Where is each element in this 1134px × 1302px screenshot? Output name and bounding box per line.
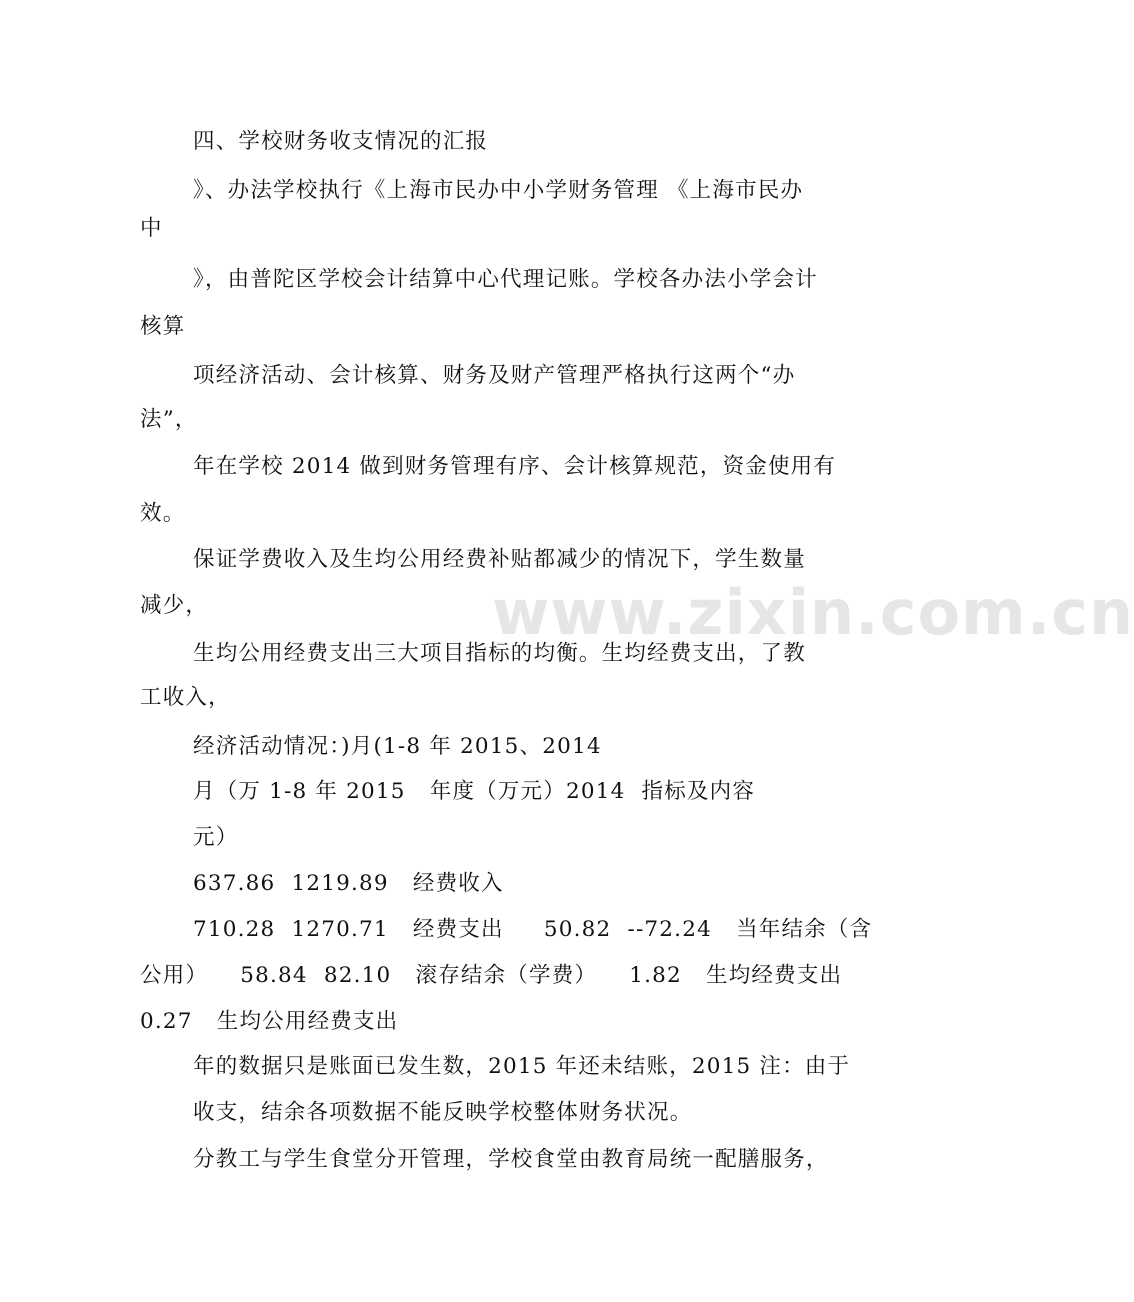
paragraph-line: 年在学校 2014 做到财务管理有序、会计核算规范，资金使用有 bbox=[193, 454, 837, 479]
paragraph-line: 中 bbox=[140, 216, 163, 241]
table-text-line: 公用） 58.84 82.10 滚存结余（学费） 1.82 生均经费支出 bbox=[140, 963, 843, 988]
paragraph-line: 保证学费收入及生均公用经费补贴都减少的情况下，学生数量 bbox=[193, 547, 806, 572]
paragraph-line: 减少， bbox=[140, 593, 209, 618]
table-text-line: 637.86 1219.89 经费收入 bbox=[193, 871, 504, 896]
paragraph-line: 》、办法学校执行《上海市民办中小学财务管理 《上海市民办 bbox=[193, 178, 804, 203]
paragraph-line: 工收入， bbox=[140, 685, 231, 710]
paragraph-line: 分教工与学生食堂分开管理，学校食堂由教育局统一配膳服务， bbox=[193, 1147, 829, 1172]
table-text-line: 经济活动情况：)月(1-8 年 2015、2014 bbox=[193, 734, 602, 759]
table-text-line: 元） bbox=[193, 825, 239, 850]
table-text-line: 月（万 1-8 年 2015 年度（万元）2014 指标及内容 bbox=[193, 779, 756, 804]
paragraph-line: 生均公用经费支出三大项目指标的均衡。生均经费支出，了教 bbox=[193, 641, 806, 666]
paragraph-line: 法”， bbox=[140, 407, 198, 432]
table-text-line: 0.27 生均公用经费支出 bbox=[140, 1009, 399, 1034]
note-line: 年的数据只是账面已发生数，2015 年还未结账，2015 注：由于 bbox=[193, 1054, 851, 1079]
paragraph-line: 》，由普陀区学校会计结算中心代理记账。学校各办法小学会计 bbox=[193, 267, 818, 292]
paragraph-line: 核算 bbox=[140, 314, 186, 339]
watermark: www.zixin.com.cn bbox=[492, 576, 1134, 649]
paragraph-line: 效。 bbox=[140, 501, 186, 526]
note-line: 收支，结余各项数据不能反映学校整体财务状况。 bbox=[193, 1100, 693, 1125]
paragraph-line: 项经济活动、会计核算、财务及财产管理严格执行这两个“办 bbox=[193, 363, 796, 388]
table-text-line: 710.28 1270.71 经费支出 50.82 --72.24 当年结余（含 bbox=[193, 917, 873, 942]
section-heading: 四、学校财务收支情况的汇报 bbox=[193, 129, 489, 154]
